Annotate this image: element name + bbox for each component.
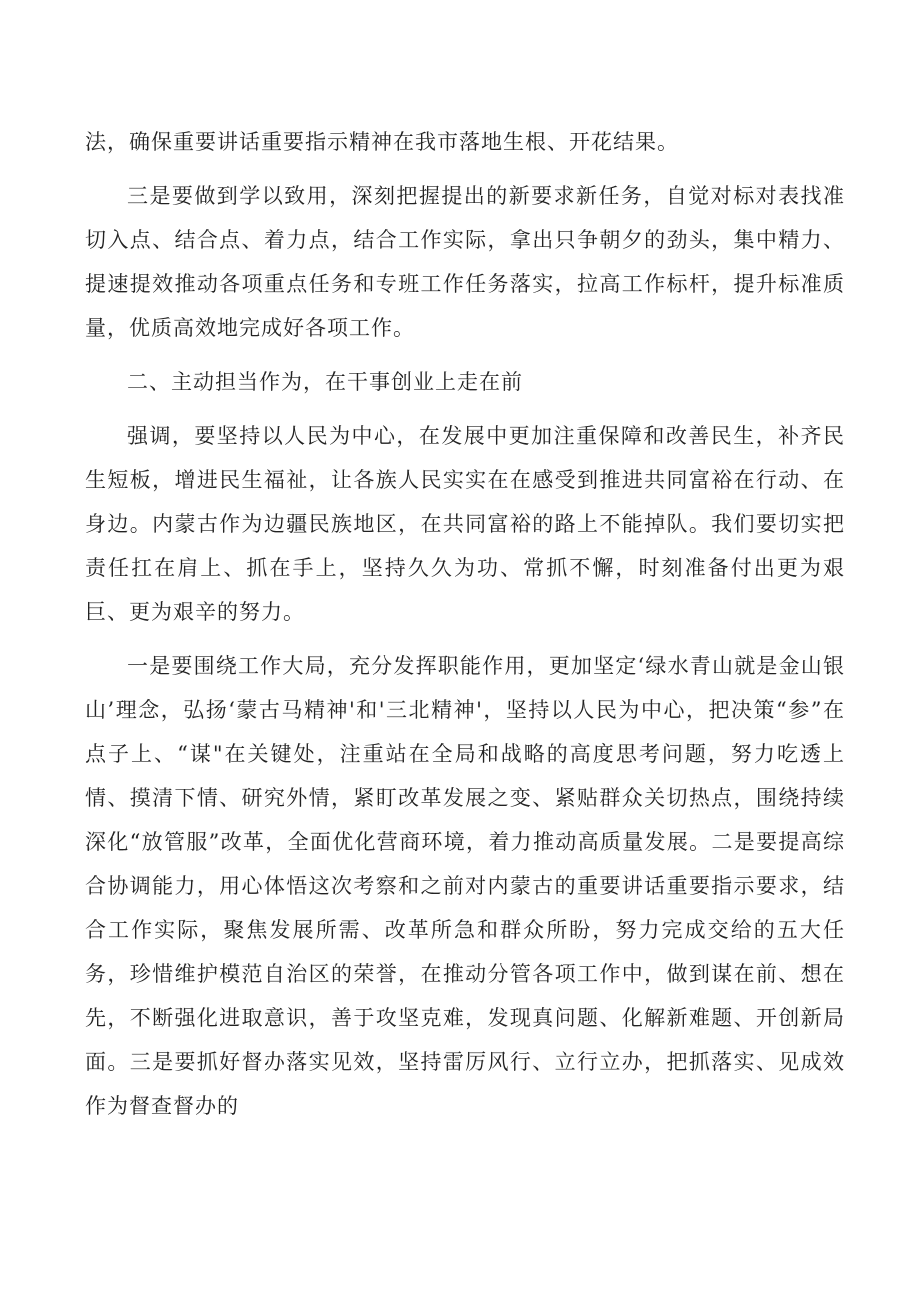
paragraph-points: 一是要围绕工作大局，充分发挥职能作用，更加坚定‘绿水青山就是金山银山’理念，弘扬‘蒙古马精神'和'三北精神'，坚持以人民为中心，把决策“参”在点子上、“谋"在关键处，注重站在全局和战略的高度思考问题，努力吃透上情、摸清下情、研究外情，紧盯改革发展之变、紧贴群众关切热点，围绕持续深化“放管服”改革，全面优化营商环境，着力推动高质量发展。二是要提高综合协调能力，用心体悟这次考察和之前对内蒙古的重要讲话重要指示要求，结合工作实际，聚焦发展所需、改革所急和群众所盼，努力完成交给的五大任务，珍惜维护模范自治区的荣誉，在推动分管各项工作中，做到谋在前、想在先，不断强化进取意识，善于攻坚克难，发现真问题、化解新难题、开创新局面。三是要抓好督办落实见效，坚持雷厉风行、立行立办，把抓落实、见成效作为督查督办的 — [85, 654, 845, 1118]
paragraph-point-three: 三是要做到学以致用，深刻把握提出的新要求新任务，自觉对标对表找准切入点、结合点、着力点，结合工作实际，拿出只争朝夕的劲头，集中精力、提速提效推动各项重点任务和专班工作任务落实，拉高工作标杆，提升标准质量，优质高效地完成好各项工作。 — [85, 184, 845, 340]
document-body — [85, 120, 845, 1138]
paragraph-emphasis: 强调，要坚持以人民为中心，在发展中更加注重保障和改善民生，补齐民生短板，增进民生福祉，让各族人民实实在在感受到推进共同富裕在行动、在身边。内蒙古作为边疆民族地区，在共同富裕的路上不能掉队。我们要切实把责任扛在肩上、抓在手上，坚持久久为功、常抓不懈，时刻准备付出更为艰巨、更为艰辛的努力。 — [85, 424, 845, 624]
paragraph-continuation: 法，确保重要讲话重要指示精神在我市落地生根、开花结果。 — [85, 130, 679, 154]
section-heading-two: 二、主动担当作为，在干事创业上走在前 — [127, 370, 523, 394]
